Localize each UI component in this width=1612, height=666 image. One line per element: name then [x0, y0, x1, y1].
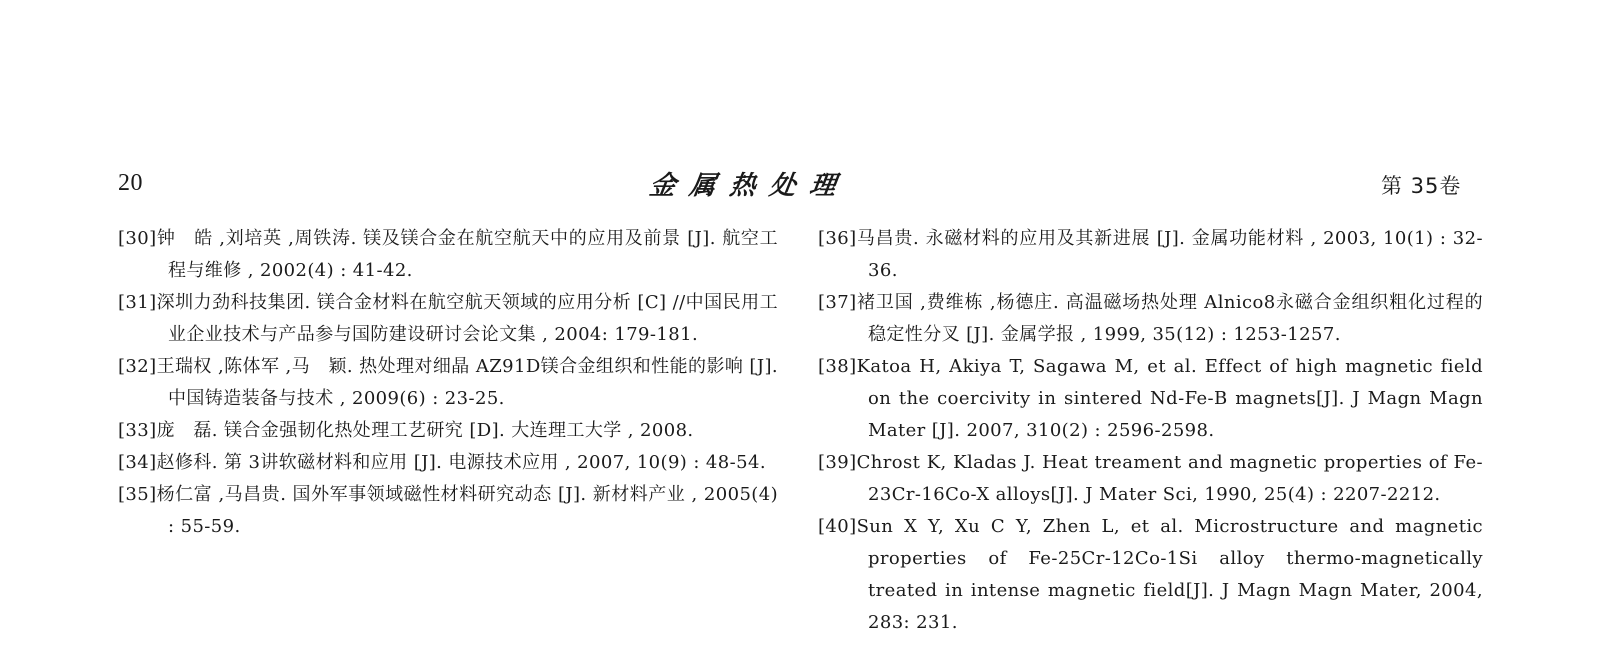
reference-number: [38]: [818, 356, 857, 377]
reference-text: 钟 皓 ,刘培英 ,周铁涛. 镁及镁合金在航空航天中的应用及前景 [J]. 航空工程与维修 , 2002(4) : 41-42.: [156, 228, 778, 281]
reference-text: 庞 磊. 镁合金强韧化热处理工艺研究 [D]. 大连理工大学 , 2008.: [156, 420, 694, 441]
reference-text: 深圳力劲科技集团. 镁合金材料在航空航天领域的应用分析 [C] //中国民用工业企业技术与产品参与国防建设研讨会论文集 , 2004: 179-181.: [156, 292, 778, 345]
reference-item: [118, 479, 778, 543]
reference-number: [35]: [118, 484, 157, 505]
reference-number: [36]: [818, 228, 857, 249]
reference-text: Chrost K, Kladas J. Heat treament and magnetic properties of Fe-23Cr-16Co-X alloys[J]. J Mater Sci, 1990, 25(4) : 2207-2212.: [856, 452, 1483, 505]
reference-text: 赵修科. 第 3讲软磁材料和应用 [J]. 电源技术应用 , 2007, 10(9) : 48-54.: [156, 452, 766, 473]
reference-item: [118, 415, 778, 447]
page-number: 20: [118, 170, 143, 196]
reference-number: [30]: [118, 228, 157, 249]
reference-item: [118, 223, 778, 287]
reference-number: [32]: [118, 356, 157, 377]
references-left-column: [118, 223, 778, 543]
reference-item: [118, 447, 778, 479]
reference-text: 王瑞权 ,陈体军 ,马 颖. 热处理对细晶 AZ91D镁合金组织和性能的影响 [J]. 中国铸造装备与技术 , 2009(6) : 23-25.: [156, 356, 778, 409]
reference-item: [818, 351, 1483, 447]
reference-text: Katoa H, Akiya T, Sagawa M, et al. Effect of high magnetic field on the coercivity in sintered Nd-Fe-B magnets[J]. J Magn Magn Mater [J]. 2007, 310(2) : 2596-2598.: [856, 356, 1483, 441]
reference-number: [39]: [818, 452, 857, 473]
reference-number: [37]: [818, 292, 857, 313]
reference-text: Sun X Y, Xu C Y, Zhen L, et al. Microstructure and magnetic properties of Fe-25Cr-12Co-1Si alloy thermo-magnetically treated in intense magnetic field[J]. J Magn Magn Mater, 2004, 283: 231.: [856, 516, 1483, 633]
reference-item: [818, 447, 1483, 511]
reference-number: [40]: [818, 516, 857, 537]
reference-text: 杨仁富 ,马昌贵. 国外军事领域磁性材料研究动态 [J]. 新材料产业 , 2005(4) : 55-59.: [156, 484, 778, 537]
reference-number: [34]: [118, 452, 157, 473]
reference-item: [818, 287, 1483, 351]
reference-number: [33]: [118, 420, 157, 441]
reference-item: [818, 511, 1483, 639]
reference-item: [818, 223, 1483, 287]
reference-number: [31]: [118, 292, 157, 313]
reference-item: [118, 351, 778, 415]
volume-label: 第 35卷: [1381, 174, 1462, 198]
reference-item: [118, 287, 778, 351]
journal-title: 金属热处理: [647, 171, 852, 201]
reference-text: 褚卫国 ,费维栋 ,杨德庄. 高温磁场热处理 Alnico8永磁合金组织粗化过程的稳定性分叉 [J]. 金属学报 , 1999, 35(12) : 1253-1257.: [856, 292, 1483, 345]
references-right-column: [818, 223, 1483, 639]
reference-text: 马昌贵. 永磁材料的应用及其新进展 [J]. 金属功能材料 , 2003, 10(1) : 32-36.: [856, 228, 1483, 281]
